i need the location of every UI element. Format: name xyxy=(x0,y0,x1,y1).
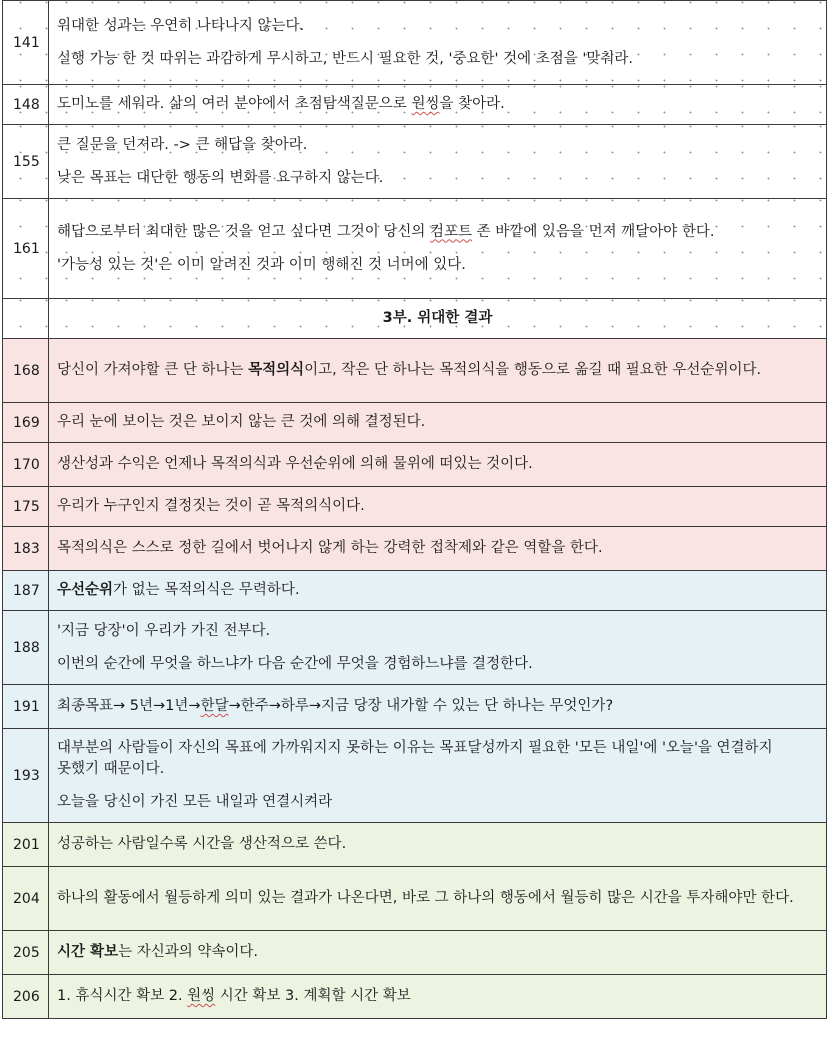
page-number-cell[interactable]: 188 xyxy=(3,611,49,685)
table-row xyxy=(3,199,827,299)
quote-paragraph xyxy=(57,986,818,1007)
page-number-cell[interactable]: 205 xyxy=(3,931,49,975)
table-row xyxy=(3,931,827,975)
spellcheck-flagged-word: 컴포트 xyxy=(430,223,473,240)
table-row xyxy=(3,611,827,685)
table-row xyxy=(3,125,827,199)
quote-paragraph xyxy=(57,16,818,37)
text-run: '지금 당장'이 우리가 가진 전부다. xyxy=(57,622,271,639)
quote-paragraph xyxy=(57,738,818,780)
bold-text-run: 우선순위 xyxy=(57,582,114,598)
quote-paragraph xyxy=(57,942,818,963)
table-row xyxy=(3,729,827,823)
table-row xyxy=(3,85,827,125)
text-run: 1. 휴식시간 확보 2. xyxy=(57,988,188,1004)
bold-text-run: 목적의식 xyxy=(248,362,305,378)
page-number-cell[interactable]: 141 xyxy=(3,1,49,85)
text-run: 는 자신과의 약속이다. xyxy=(118,944,258,960)
table-row xyxy=(3,975,827,1019)
text-run: 시간 확보 3. 계획할 시간 확보 xyxy=(215,988,411,1004)
table-row xyxy=(3,299,827,339)
table-row xyxy=(3,867,827,931)
text-run: →한주→하루→지금 당장 내가할 수 있는 단 하나는 무엇인가? xyxy=(228,698,614,714)
text-run: 하나의 활동에서 월등하게 의미 있는 결과가 나온다면, 바로 그 하나의 행동에서 월등히 많은 시간을 투자해야만 한다. xyxy=(57,890,794,906)
quote-text-cell[interactable] xyxy=(49,403,827,443)
text-run: '가능성 있는 것'은 이미 알려진 것과 이미 행해진 것 너머에 있다. xyxy=(57,256,466,273)
page-number-cell[interactable]: 191 xyxy=(3,685,49,729)
page-number-cell[interactable]: 204 xyxy=(3,867,49,931)
text-run: 해답으로부터 최대한 많은 것을 얻고 싶다면 그것이 당신의 xyxy=(57,223,431,240)
quote-text-cell[interactable] xyxy=(49,975,827,1019)
quote-text-cell[interactable] xyxy=(49,685,827,729)
text-run: 을 찾아라. xyxy=(439,96,505,112)
page-number-cell[interactable]: 175 xyxy=(3,487,49,527)
quote-text-cell[interactable] xyxy=(49,443,827,487)
quote-paragraph xyxy=(57,222,818,243)
quote-paragraph xyxy=(57,496,818,517)
quote-paragraph xyxy=(57,255,818,276)
table-row xyxy=(3,339,827,403)
quote-paragraph xyxy=(57,654,818,675)
quote-paragraph xyxy=(57,360,818,381)
text-run: 실행 가능 한 것 따위는 과감하게 무시하고, 반드시 필요한 것, '중요한' 것에 초점을 '맞춰라. xyxy=(57,50,633,67)
text-run: 가 없는 목적의식은 무력하다. xyxy=(113,582,300,598)
quote-paragraph xyxy=(57,621,818,642)
quote-paragraph xyxy=(57,94,818,115)
text-run: 목적의식은 스스로 정한 길에서 벗어나지 않게 하는 강력한 접착제와 같은 역할을 한다. xyxy=(57,540,603,556)
text-run: 대부분의 사람들이 자신의 목표에 가까워지지 못하는 이유는 목표달성까지 필요한 '모든 내일'에 '오늘'을 연결하지 못했기 때문이다. xyxy=(57,740,773,777)
quote-paragraph xyxy=(57,696,818,717)
quote-paragraph xyxy=(57,792,818,813)
quote-text-cell[interactable] xyxy=(49,729,827,823)
quote-text-cell[interactable] xyxy=(49,611,827,685)
table-row xyxy=(3,403,827,443)
table-body xyxy=(3,1,827,1019)
quote-paragraph xyxy=(57,454,818,475)
quote-paragraph xyxy=(57,538,818,559)
table-row xyxy=(3,527,827,571)
text-run: 우리가 누구인지 결정짓는 것이 곧 목적의식이다. xyxy=(57,498,365,514)
text-run: 최종목표→ 5년→1년→ xyxy=(57,698,201,714)
bold-text-run: 시간 확보 xyxy=(57,944,119,960)
quote-paragraph xyxy=(57,49,818,70)
section-heading-cell[interactable]: 3부. 위대한 결과 xyxy=(49,299,827,339)
page-number-cell[interactable]: 168 xyxy=(3,339,49,403)
spellcheck-flagged-word: 원씽 xyxy=(187,988,216,1004)
quote-paragraph xyxy=(57,834,818,855)
text-run: 성공하는 사람일수록 시간을 생산적으로 쓴다. xyxy=(57,836,347,852)
page-number-cell[interactable]: 161 xyxy=(3,199,49,299)
quote-paragraph xyxy=(57,135,818,156)
page-number-cell[interactable]: 155 xyxy=(3,125,49,199)
quote-paragraph xyxy=(57,580,818,601)
table-row xyxy=(3,487,827,527)
spellcheck-flagged-word: 원씽 xyxy=(411,96,440,112)
page-number-cell[interactable]: 193 xyxy=(3,729,49,823)
quote-text-cell[interactable] xyxy=(49,125,827,199)
text-run: 당신이 가져야할 큰 단 하나는 xyxy=(57,362,249,378)
page-number-cell[interactable]: 148 xyxy=(3,85,49,125)
page-number-cell[interactable]: 183 xyxy=(3,527,49,571)
text-run: 이고, 작은 단 하나는 목적의식을 행동으로 옮길 때 필요한 우선순위이다. xyxy=(304,362,762,378)
text-run: 오늘을 당신이 가진 모든 내일과 연결시켜라 xyxy=(57,794,333,810)
quote-text-cell[interactable] xyxy=(49,85,827,125)
quote-paragraph xyxy=(57,888,818,909)
page-number-cell[interactable]: 187 xyxy=(3,571,49,611)
quote-paragraph xyxy=(57,412,818,433)
quote-table xyxy=(2,0,827,1019)
quote-text-cell[interactable] xyxy=(49,527,827,571)
text-run: 이번의 순간에 무엇을 하느냐가 다음 순간에 무엇을 경험하느냐를 결정한다. xyxy=(57,655,533,672)
quote-text-cell[interactable] xyxy=(49,867,827,931)
text-run: 존 바깥에 있음을 먼저 깨달아야 한다. xyxy=(472,223,715,240)
text-run: 우리 눈에 보이는 것은 보이지 않는 큰 것에 의해 결정된다. xyxy=(57,414,426,430)
text-run: 큰 질문을 던져라. -> 큰 해답을 찾아라. xyxy=(57,136,308,153)
quote-text-cell[interactable] xyxy=(49,487,827,527)
text-run: 위대한 성과는 우연히 나타나지 않는다. xyxy=(57,17,305,34)
table-row xyxy=(3,571,827,611)
quote-text-cell[interactable] xyxy=(49,199,827,299)
text-run: 낮은 목표는 대단한 행동의 변화를 요구하지 않는다. xyxy=(57,169,384,186)
spellcheck-flagged-word: 한달 xyxy=(200,698,229,714)
quote-text-cell[interactable] xyxy=(49,931,827,975)
page-number-cell[interactable]: 201 xyxy=(3,823,49,867)
quote-text-cell[interactable] xyxy=(49,1,827,85)
table-row xyxy=(3,823,827,867)
table-row xyxy=(3,443,827,487)
page-number-cell[interactable]: 206 xyxy=(3,975,49,1019)
page-number-cell[interactable] xyxy=(3,299,49,339)
text-run: 도미노를 세워라. 삶의 여러 분야에서 초점탐색질문으로 xyxy=(57,96,412,112)
quote-paragraph xyxy=(57,168,818,189)
quote-text-cell[interactable] xyxy=(49,571,827,611)
table-row xyxy=(3,685,827,729)
quote-text-cell[interactable] xyxy=(49,823,827,867)
text-run: 생산성과 수익은 언제나 목적의식과 우선순위에 의해 물위에 떠있는 것이다. xyxy=(57,456,533,472)
page-number-cell[interactable]: 170 xyxy=(3,443,49,487)
table-row xyxy=(3,1,827,85)
quote-text-cell[interactable] xyxy=(49,339,827,403)
page-number-cell[interactable]: 169 xyxy=(3,403,49,443)
